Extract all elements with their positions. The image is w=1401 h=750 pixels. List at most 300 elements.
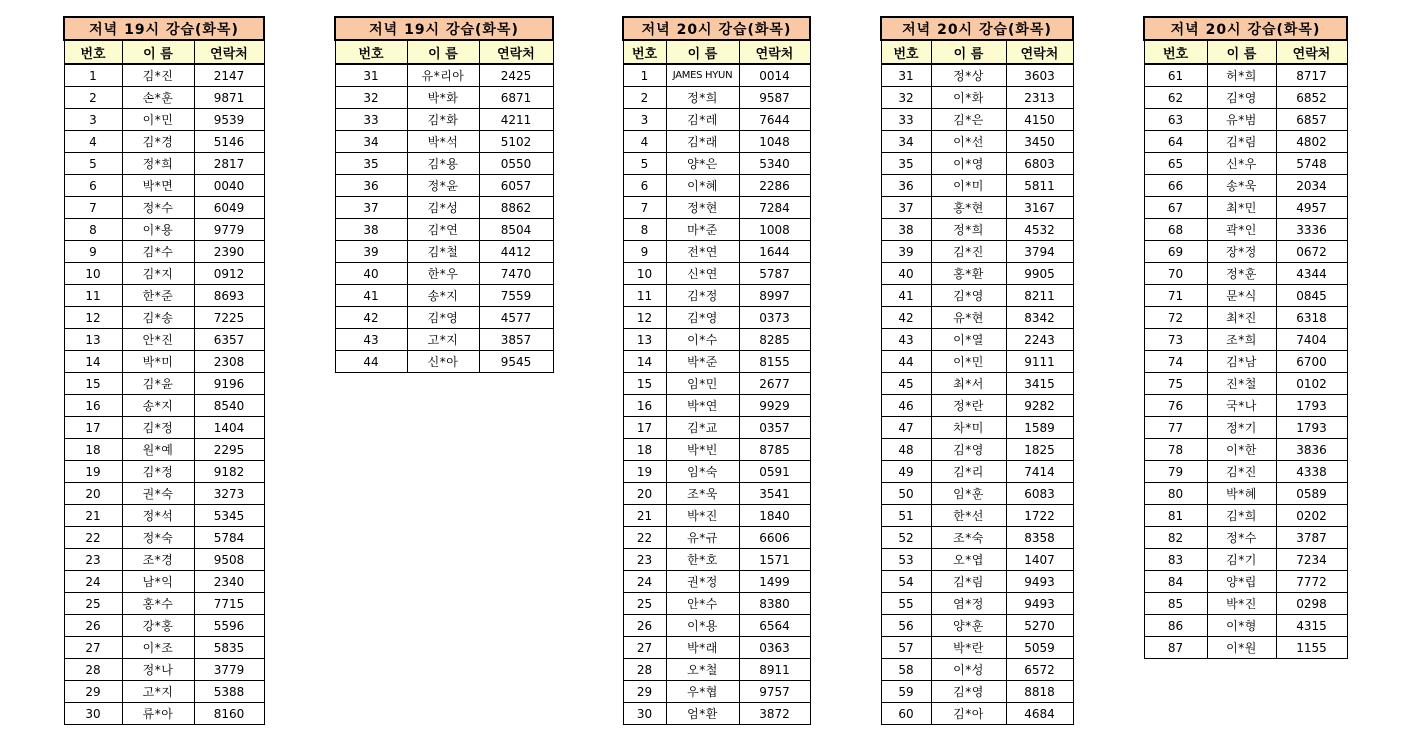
cell-contact: 1793 bbox=[1276, 417, 1347, 439]
cell-contact: 1571 bbox=[739, 549, 810, 571]
cell-number: 72 bbox=[1144, 307, 1207, 329]
table-row bbox=[881, 109, 1073, 131]
table-row bbox=[64, 681, 264, 703]
table-row bbox=[1144, 373, 1347, 395]
table-row bbox=[881, 153, 1073, 175]
cell-contact: 5059 bbox=[1006, 637, 1073, 659]
cell-contact: 5596 bbox=[194, 615, 264, 637]
cell-contact: 2147 bbox=[194, 64, 264, 87]
roster-title: 저녁 20시 강습(화목) bbox=[881, 17, 1073, 40]
cell-name: 오*철 bbox=[666, 659, 739, 681]
cell-contact: 4211 bbox=[479, 109, 553, 131]
cell-name: 문*식 bbox=[1207, 285, 1276, 307]
cell-number: 82 bbox=[1144, 527, 1207, 549]
cell-number: 20 bbox=[64, 483, 122, 505]
cell-number: 38 bbox=[335, 219, 407, 241]
cell-name: 유*리아 bbox=[407, 64, 479, 87]
cell-contact: 6857 bbox=[1276, 109, 1347, 131]
cell-number: 59 bbox=[881, 681, 931, 703]
cell-name: 유*규 bbox=[666, 527, 739, 549]
table-row bbox=[881, 307, 1073, 329]
cell-number: 16 bbox=[623, 395, 666, 417]
table-row bbox=[335, 131, 553, 153]
table-row bbox=[1144, 329, 1347, 351]
cell-name: 정*석 bbox=[122, 505, 194, 527]
table-row bbox=[64, 64, 264, 87]
cell-number: 65 bbox=[1144, 153, 1207, 175]
cell-number: 42 bbox=[335, 307, 407, 329]
table-row bbox=[64, 241, 264, 263]
column-header-number: 번호 bbox=[64, 40, 122, 64]
cell-number: 74 bbox=[1144, 351, 1207, 373]
table-row bbox=[1144, 571, 1347, 593]
roster-table-20h-part1 bbox=[622, 16, 811, 725]
column-header-name: 이 름 bbox=[931, 40, 1006, 64]
cell-number: 11 bbox=[64, 285, 122, 307]
cell-name: 이*미 bbox=[931, 175, 1006, 197]
table-row bbox=[335, 87, 553, 109]
table-row bbox=[881, 703, 1073, 725]
cell-contact: 9282 bbox=[1006, 395, 1073, 417]
cell-contact: 8818 bbox=[1006, 681, 1073, 703]
cell-name: 김*아 bbox=[931, 703, 1006, 725]
cell-number: 84 bbox=[1144, 571, 1207, 593]
table-row bbox=[64, 351, 264, 373]
table-row bbox=[881, 659, 1073, 681]
cell-number: 39 bbox=[335, 241, 407, 263]
cell-name: 이*원 bbox=[1207, 637, 1276, 659]
cell-number: 14 bbox=[64, 351, 122, 373]
table-row bbox=[623, 439, 810, 461]
cell-name: 엄*환 bbox=[666, 703, 739, 725]
table-row bbox=[881, 571, 1073, 593]
table-row bbox=[623, 153, 810, 175]
cell-contact: 2817 bbox=[194, 153, 264, 175]
table-row bbox=[335, 109, 553, 131]
cell-contact: 5784 bbox=[194, 527, 264, 549]
cell-name: 이*혜 bbox=[666, 175, 739, 197]
table-row bbox=[64, 439, 264, 461]
cell-name: 장*정 bbox=[1207, 241, 1276, 263]
cell-name: 정*윤 bbox=[407, 175, 479, 197]
cell-number: 32 bbox=[335, 87, 407, 109]
cell-contact: 6700 bbox=[1276, 351, 1347, 373]
cell-contact: 1589 bbox=[1006, 417, 1073, 439]
cell-number: 17 bbox=[64, 417, 122, 439]
cell-name: 김*화 bbox=[407, 109, 479, 131]
table-row bbox=[64, 285, 264, 307]
cell-name: 신*연 bbox=[666, 263, 739, 285]
cell-number: 35 bbox=[881, 153, 931, 175]
cell-name: 허*희 bbox=[1207, 64, 1276, 87]
cell-name: 손*훈 bbox=[122, 87, 194, 109]
cell-name: 진*철 bbox=[1207, 373, 1276, 395]
column-header-contact: 연락처 bbox=[194, 40, 264, 64]
cell-name: 정*훈 bbox=[1207, 263, 1276, 285]
table-row bbox=[623, 64, 810, 87]
cell-contact: 5748 bbox=[1276, 153, 1347, 175]
cell-contact: 3167 bbox=[1006, 197, 1073, 219]
table-row bbox=[623, 593, 810, 615]
cell-number: 26 bbox=[64, 615, 122, 637]
cell-name: 김*지 bbox=[122, 263, 194, 285]
table-row bbox=[1144, 197, 1347, 219]
cell-name: 양*립 bbox=[1207, 571, 1276, 593]
cell-number: 33 bbox=[335, 109, 407, 131]
cell-number: 16 bbox=[64, 395, 122, 417]
table-row bbox=[881, 241, 1073, 263]
cell-number: 13 bbox=[623, 329, 666, 351]
cell-number: 23 bbox=[623, 549, 666, 571]
roster-title: 저녁 20시 강습(화목) bbox=[1144, 17, 1347, 40]
cell-name: 권*정 bbox=[666, 571, 739, 593]
cell-number: 6 bbox=[64, 175, 122, 197]
cell-number: 9 bbox=[64, 241, 122, 263]
cell-contact: 1840 bbox=[739, 505, 810, 527]
cell-contact: 8785 bbox=[739, 439, 810, 461]
cell-number: 29 bbox=[623, 681, 666, 703]
cell-contact: 8717 bbox=[1276, 64, 1347, 87]
table-row bbox=[881, 637, 1073, 659]
table-row bbox=[623, 395, 810, 417]
column-header-contact: 연락처 bbox=[479, 40, 553, 64]
cell-contact: 8911 bbox=[739, 659, 810, 681]
cell-number: 3 bbox=[623, 109, 666, 131]
cell-number: 35 bbox=[335, 153, 407, 175]
cell-number: 63 bbox=[1144, 109, 1207, 131]
cell-name: 마*준 bbox=[666, 219, 739, 241]
cell-contact: 3857 bbox=[479, 329, 553, 351]
cell-contact: 1155 bbox=[1276, 637, 1347, 659]
cell-number: 22 bbox=[64, 527, 122, 549]
table-row bbox=[1144, 241, 1347, 263]
table-row bbox=[1144, 395, 1347, 417]
table-row bbox=[64, 615, 264, 637]
cell-name: 한*선 bbox=[931, 505, 1006, 527]
cell-number: 19 bbox=[623, 461, 666, 483]
table-row bbox=[881, 549, 1073, 571]
cell-name: 김*레 bbox=[666, 109, 739, 131]
table-row bbox=[881, 373, 1073, 395]
cell-number: 78 bbox=[1144, 439, 1207, 461]
table-row bbox=[64, 373, 264, 395]
table-row bbox=[623, 483, 810, 505]
cell-contact: 7414 bbox=[1006, 461, 1073, 483]
cell-name: 박*면 bbox=[122, 175, 194, 197]
column-header-number: 번호 bbox=[881, 40, 931, 64]
cell-number: 34 bbox=[335, 131, 407, 153]
cell-contact: 8160 bbox=[194, 703, 264, 725]
cell-contact: 9196 bbox=[194, 373, 264, 395]
cell-name: 김*은 bbox=[931, 109, 1006, 131]
table-row bbox=[1144, 593, 1347, 615]
cell-number: 8 bbox=[64, 219, 122, 241]
cell-name: 박*석 bbox=[407, 131, 479, 153]
cell-number: 62 bbox=[1144, 87, 1207, 109]
cell-number: 20 bbox=[623, 483, 666, 505]
cell-number: 10 bbox=[64, 263, 122, 285]
cell-number: 5 bbox=[64, 153, 122, 175]
cell-name: 신*우 bbox=[1207, 153, 1276, 175]
cell-name: 정*수 bbox=[1207, 527, 1276, 549]
table-row bbox=[64, 307, 264, 329]
cell-number: 9 bbox=[623, 241, 666, 263]
cell-name: 김*영 bbox=[666, 307, 739, 329]
cell-name: 김*진 bbox=[122, 64, 194, 87]
cell-number: 71 bbox=[1144, 285, 1207, 307]
column-header-name: 이 름 bbox=[1207, 40, 1276, 64]
cell-number: 57 bbox=[881, 637, 931, 659]
cell-name: 차*미 bbox=[931, 417, 1006, 439]
table-row bbox=[1144, 87, 1347, 109]
cell-number: 7 bbox=[623, 197, 666, 219]
cell-contact: 9905 bbox=[1006, 263, 1073, 285]
cell-number: 13 bbox=[64, 329, 122, 351]
cell-contact: 2308 bbox=[194, 351, 264, 373]
cell-contact: 0363 bbox=[739, 637, 810, 659]
cell-name: 고*지 bbox=[407, 329, 479, 351]
table-row bbox=[1144, 285, 1347, 307]
table-row bbox=[64, 461, 264, 483]
cell-name: 원*예 bbox=[122, 439, 194, 461]
column-header-name: 이 름 bbox=[407, 40, 479, 64]
cell-contact: 1793 bbox=[1276, 395, 1347, 417]
cell-name: 양*은 bbox=[666, 153, 739, 175]
cell-number: 24 bbox=[64, 571, 122, 593]
cell-number: 68 bbox=[1144, 219, 1207, 241]
table-row bbox=[623, 109, 810, 131]
cell-contact: 5835 bbox=[194, 637, 264, 659]
cell-number: 36 bbox=[335, 175, 407, 197]
cell-number: 28 bbox=[64, 659, 122, 681]
cell-contact: 6357 bbox=[194, 329, 264, 351]
cell-name: JAMES HYUN bbox=[666, 64, 739, 87]
cell-number: 43 bbox=[335, 329, 407, 351]
table-row bbox=[623, 263, 810, 285]
column-header-contact: 연락처 bbox=[1276, 40, 1347, 64]
cell-name: 박*연 bbox=[666, 395, 739, 417]
roster-table-20h-part3 bbox=[1143, 16, 1348, 659]
cell-name: 김*수 bbox=[122, 241, 194, 263]
cell-number: 40 bbox=[881, 263, 931, 285]
cell-contact: 1048 bbox=[739, 131, 810, 153]
cell-name: 고*지 bbox=[122, 681, 194, 703]
cell-contact: 5787 bbox=[739, 263, 810, 285]
cell-name: 송*욱 bbox=[1207, 175, 1276, 197]
cell-contact: 5270 bbox=[1006, 615, 1073, 637]
cell-name: 김*교 bbox=[666, 417, 739, 439]
table-row bbox=[1144, 461, 1347, 483]
table-row bbox=[64, 417, 264, 439]
table-row bbox=[1144, 637, 1347, 659]
cell-name: 권*숙 bbox=[122, 483, 194, 505]
table-row bbox=[881, 439, 1073, 461]
cell-name: 박*진 bbox=[1207, 593, 1276, 615]
cell-contact: 5340 bbox=[739, 153, 810, 175]
cell-contact: 4344 bbox=[1276, 263, 1347, 285]
cell-name: 염*정 bbox=[931, 593, 1006, 615]
cell-name: 전*연 bbox=[666, 241, 739, 263]
cell-name: 홍*환 bbox=[931, 263, 1006, 285]
cell-name: 김*경 bbox=[122, 131, 194, 153]
cell-name: 이*조 bbox=[122, 637, 194, 659]
cell-contact: 3779 bbox=[194, 659, 264, 681]
roster-table-19h-part2 bbox=[334, 16, 554, 373]
table-row bbox=[623, 417, 810, 439]
cell-number: 24 bbox=[623, 571, 666, 593]
cell-name: 김*송 bbox=[122, 307, 194, 329]
table-row bbox=[881, 527, 1073, 549]
cell-contact: 7715 bbox=[194, 593, 264, 615]
cell-number: 45 bbox=[881, 373, 931, 395]
cell-number: 15 bbox=[64, 373, 122, 395]
table-row bbox=[64, 637, 264, 659]
cell-contact: 4412 bbox=[479, 241, 553, 263]
table-row bbox=[64, 395, 264, 417]
cell-number: 64 bbox=[1144, 131, 1207, 153]
cell-name: 안*수 bbox=[666, 593, 739, 615]
table-row bbox=[623, 549, 810, 571]
table-row bbox=[881, 483, 1073, 505]
cell-contact: 4957 bbox=[1276, 197, 1347, 219]
cell-contact: 8155 bbox=[739, 351, 810, 373]
cell-number: 1 bbox=[623, 64, 666, 87]
cell-number: 17 bbox=[623, 417, 666, 439]
cell-contact: 9587 bbox=[739, 87, 810, 109]
cell-name: 최*서 bbox=[931, 373, 1006, 395]
cell-number: 41 bbox=[881, 285, 931, 307]
cell-contact: 7559 bbox=[479, 285, 553, 307]
cell-name: 임*훈 bbox=[931, 483, 1006, 505]
table-row bbox=[64, 175, 264, 197]
cell-number: 27 bbox=[64, 637, 122, 659]
cell-contact: 3450 bbox=[1006, 131, 1073, 153]
table-row bbox=[881, 461, 1073, 483]
cell-name: 신*아 bbox=[407, 351, 479, 373]
cell-name: 정*희 bbox=[666, 87, 739, 109]
table-row bbox=[623, 461, 810, 483]
cell-name: 박*화 bbox=[407, 87, 479, 109]
table-row bbox=[623, 285, 810, 307]
table-row bbox=[64, 197, 264, 219]
table-row bbox=[881, 64, 1073, 87]
cell-number: 21 bbox=[64, 505, 122, 527]
roster-title: 저녁 20시 강습(화목) bbox=[623, 17, 810, 40]
table-row bbox=[623, 219, 810, 241]
table-row bbox=[335, 263, 553, 285]
cell-number: 6 bbox=[623, 175, 666, 197]
cell-name: 강*홍 bbox=[122, 615, 194, 637]
table-row bbox=[335, 241, 553, 263]
cell-number: 36 bbox=[881, 175, 931, 197]
cell-name: 정*란 bbox=[931, 395, 1006, 417]
cell-contact: 6852 bbox=[1276, 87, 1347, 109]
cell-name: 최*진 bbox=[1207, 307, 1276, 329]
cell-number: 28 bbox=[623, 659, 666, 681]
cell-contact: 1644 bbox=[739, 241, 810, 263]
cell-number: 75 bbox=[1144, 373, 1207, 395]
cell-name: 김*진 bbox=[931, 241, 1006, 263]
cell-contact: 4315 bbox=[1276, 615, 1347, 637]
cell-name: 이*민 bbox=[931, 351, 1006, 373]
cell-number: 73 bbox=[1144, 329, 1207, 351]
cell-number: 86 bbox=[1144, 615, 1207, 637]
cell-name: 홍*수 bbox=[122, 593, 194, 615]
cell-name: 김*림 bbox=[931, 571, 1006, 593]
table-row bbox=[881, 219, 1073, 241]
cell-name: 김*용 bbox=[407, 153, 479, 175]
cell-contact: 9929 bbox=[739, 395, 810, 417]
cell-number: 81 bbox=[1144, 505, 1207, 527]
table-row bbox=[623, 615, 810, 637]
cell-contact: 9493 bbox=[1006, 593, 1073, 615]
table-row bbox=[881, 197, 1073, 219]
cell-contact: 9493 bbox=[1006, 571, 1073, 593]
cell-contact: 9508 bbox=[194, 549, 264, 571]
cell-contact: 4338 bbox=[1276, 461, 1347, 483]
cell-number: 85 bbox=[1144, 593, 1207, 615]
table-row bbox=[881, 593, 1073, 615]
cell-number: 42 bbox=[881, 307, 931, 329]
table-row bbox=[1144, 263, 1347, 285]
cell-contact: 0202 bbox=[1276, 505, 1347, 527]
cell-number: 41 bbox=[335, 285, 407, 307]
table-row bbox=[1144, 131, 1347, 153]
cell-contact: 7644 bbox=[739, 109, 810, 131]
cell-name: 박*빈 bbox=[666, 439, 739, 461]
cell-number: 37 bbox=[335, 197, 407, 219]
cell-number: 3 bbox=[64, 109, 122, 131]
cell-name: 이*민 bbox=[122, 109, 194, 131]
cell-contact: 0912 bbox=[194, 263, 264, 285]
cell-name: 안*진 bbox=[122, 329, 194, 351]
cell-contact: 6572 bbox=[1006, 659, 1073, 681]
table-row bbox=[64, 109, 264, 131]
table-row bbox=[1144, 64, 1347, 87]
cell-number: 22 bbox=[623, 527, 666, 549]
cell-number: 58 bbox=[881, 659, 931, 681]
cell-contact: 0550 bbox=[479, 153, 553, 175]
cell-contact: 2313 bbox=[1006, 87, 1073, 109]
cell-contact: 2286 bbox=[739, 175, 810, 197]
cell-name: 김*영 bbox=[931, 681, 1006, 703]
cell-number: 32 bbox=[881, 87, 931, 109]
table-row bbox=[335, 64, 553, 87]
table-row bbox=[1144, 439, 1347, 461]
cell-name: 국*나 bbox=[1207, 395, 1276, 417]
cell-name: 박*진 bbox=[666, 505, 739, 527]
cell-contact: 6871 bbox=[479, 87, 553, 109]
cell-number: 18 bbox=[64, 439, 122, 461]
cell-contact: 8997 bbox=[739, 285, 810, 307]
cell-number: 27 bbox=[623, 637, 666, 659]
cell-name: 박*준 bbox=[666, 351, 739, 373]
cell-contact: 8211 bbox=[1006, 285, 1073, 307]
cell-number: 79 bbox=[1144, 461, 1207, 483]
cell-number: 1 bbox=[64, 64, 122, 87]
roster-title: 저녁 19시 강습(화목) bbox=[64, 17, 264, 40]
cell-number: 4 bbox=[64, 131, 122, 153]
cell-number: 18 bbox=[623, 439, 666, 461]
cell-name: 이*용 bbox=[666, 615, 739, 637]
cell-contact: 3787 bbox=[1276, 527, 1347, 549]
table-row bbox=[881, 417, 1073, 439]
cell-number: 19 bbox=[64, 461, 122, 483]
table-row bbox=[881, 329, 1073, 351]
cell-name: 박*혜 bbox=[1207, 483, 1276, 505]
cell-name: 김*진 bbox=[1207, 461, 1276, 483]
column-header-name: 이 름 bbox=[122, 40, 194, 64]
